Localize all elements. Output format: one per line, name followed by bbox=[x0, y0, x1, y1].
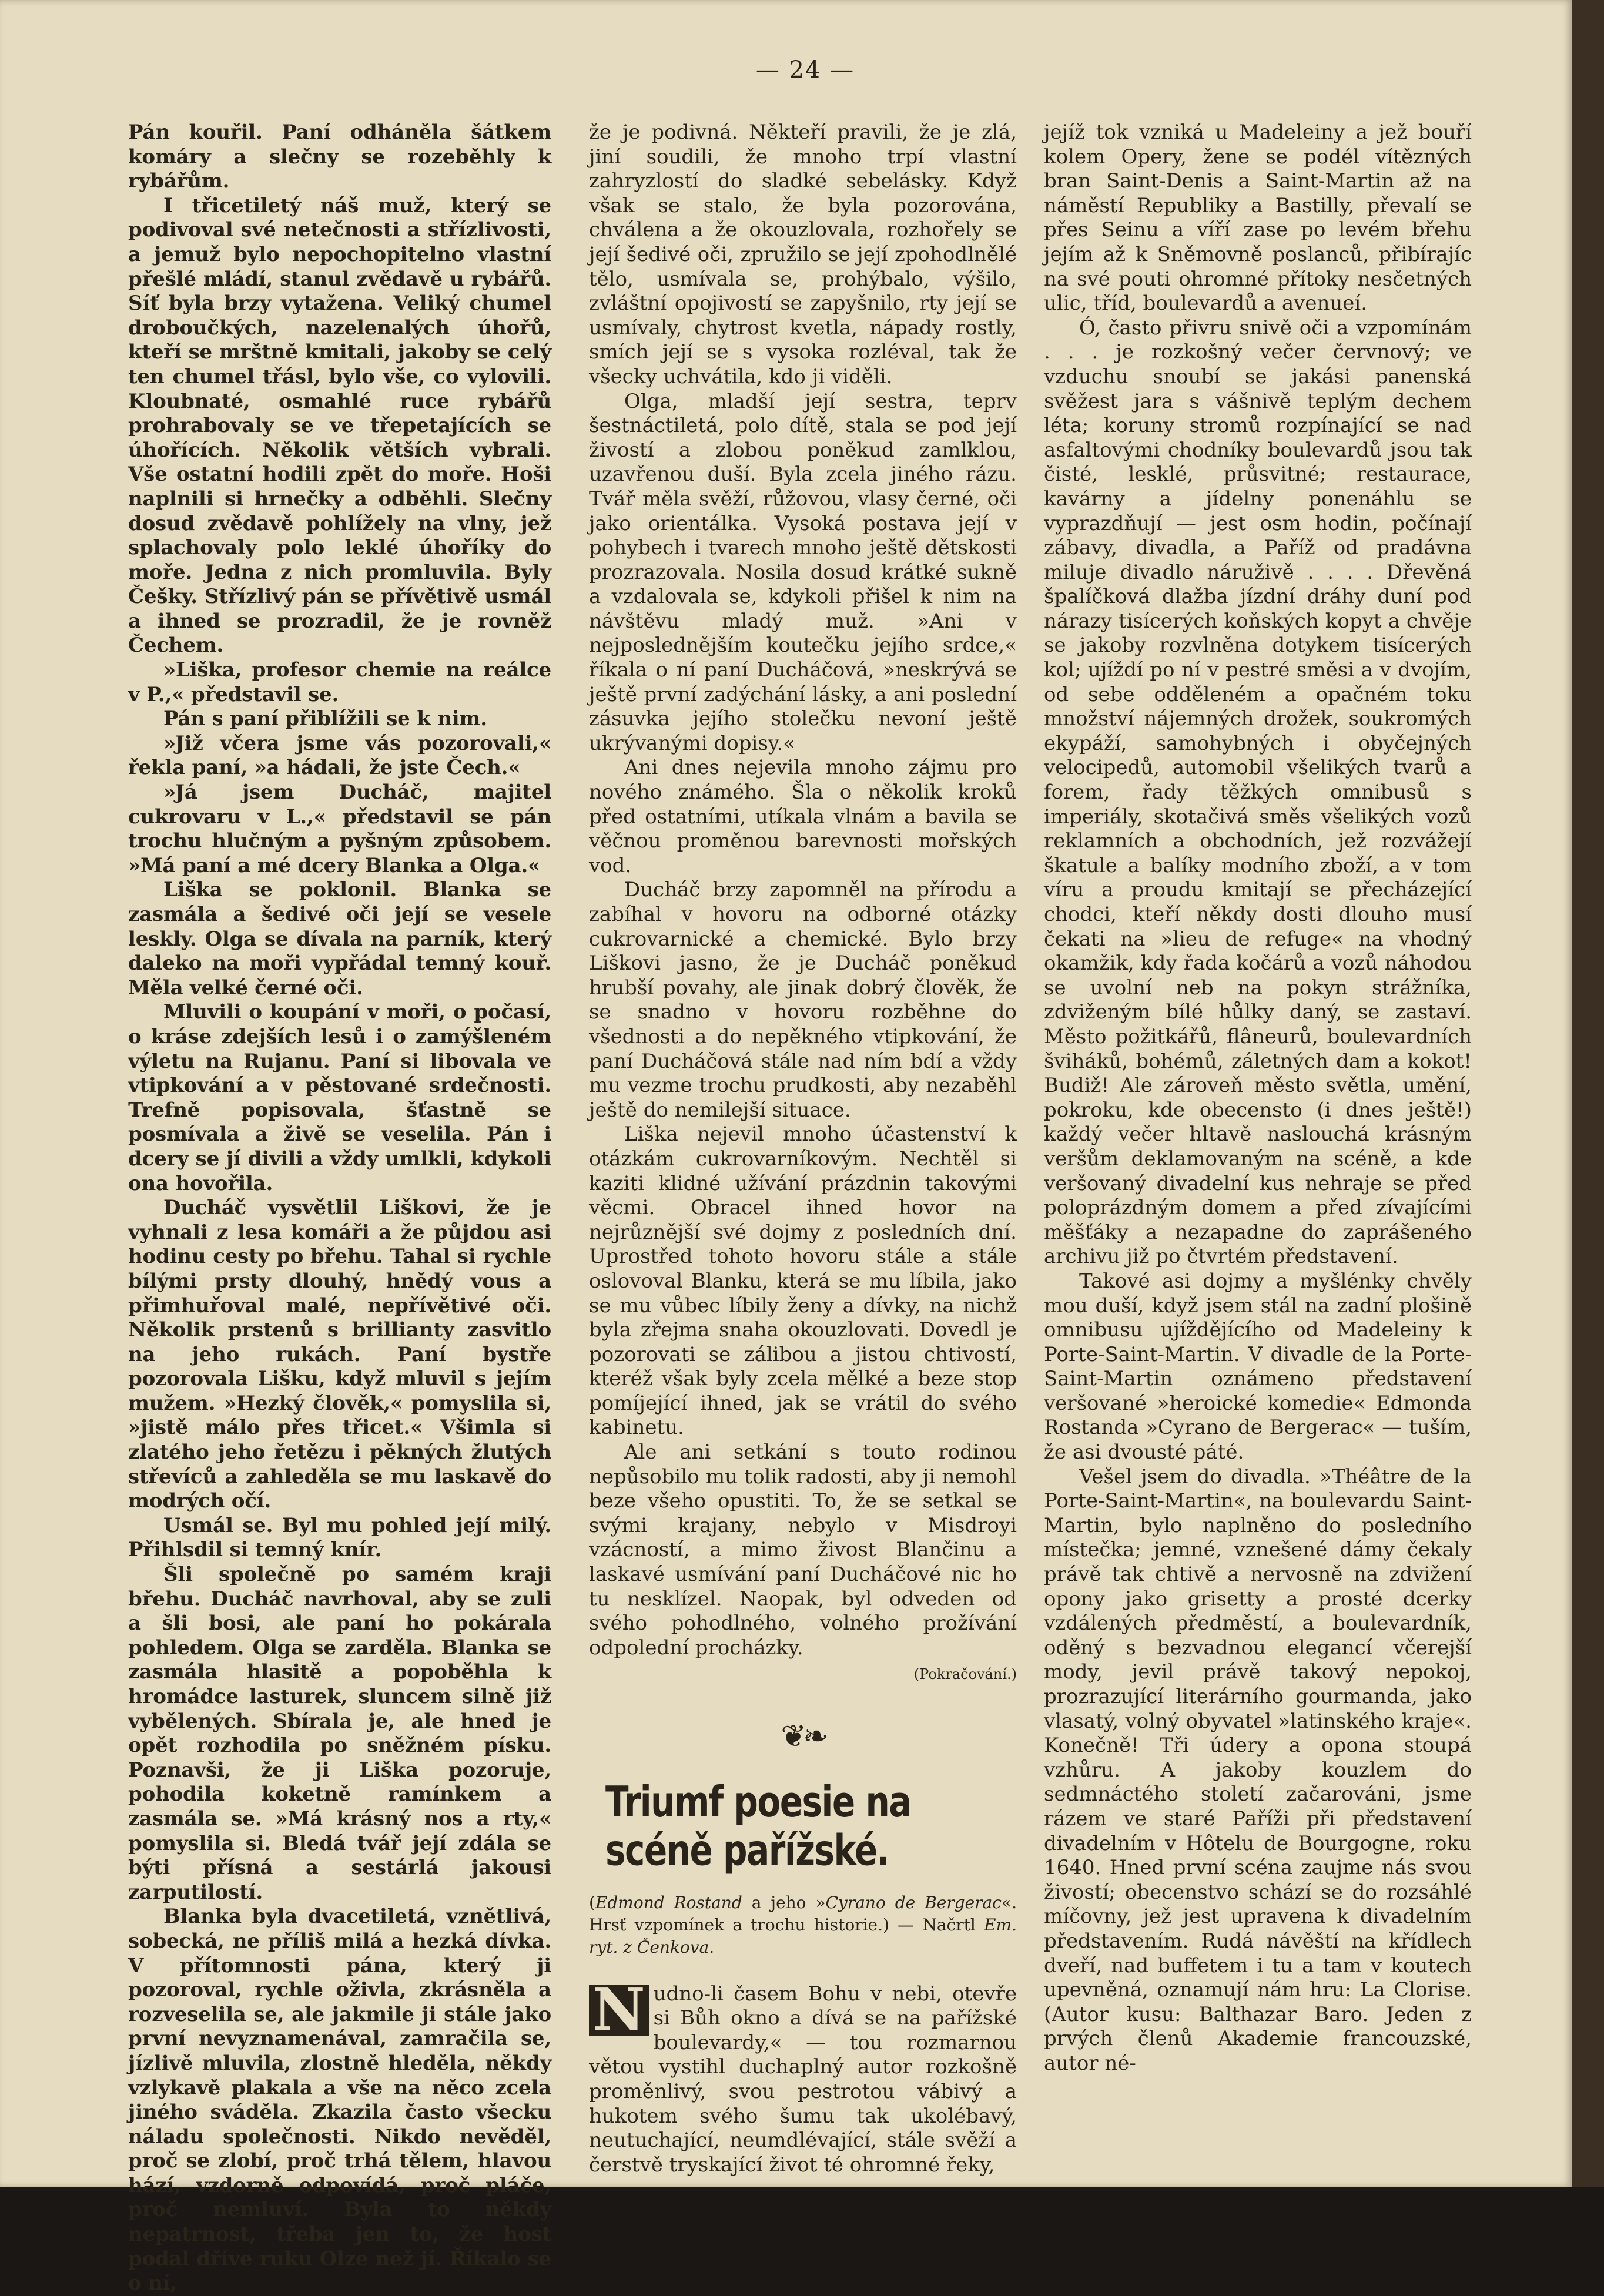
paragraph: Blanka byla dvacetiletá, vznětlivá, sobecká, ne příliš milá a hezká dívka. V přítomnosti pána, který ji pozoroval, rychle oživla, zkrásněla a rozveselila se, ale jakmile ji stále jako první nevyznamenával, zamračila se, jízlivě mluvila, zlostně hleděla, někdy vzlykavě plakala a vše na něco zcela jiného sváděla. Zkazila často všecku náladu společnosti. Nikdo nevěděl, proč se zlobí, proč trhá tělem, hlavou hází, vzdorně odpovídá, proč pláče, proč nemluví. Byla to někdy nepatrnost, třeba jen to, že host podal dříve ruku Olze než jí. Říkalo se o ní, bbox=[128, 1905, 551, 2295]
paragraph: I třicetiletý náš muž, který se podivoval své netečnosti a střízlivosti, a jemuž bylo nepochopitelno vlastní přešlé mládí, stanul zvědavě u rybářů. Síť byla brzy vytažena. Veliký chumel droboučkých, nazelenalých úhořů, kteří se mrštně kmitali, jakoby se celý ten chumel třásl, bylo vše, co vylovili. Kloubnaté, osmahlé ruce rybářů prohrabovaly se ve třepetajících se úhořících. Několik větších vybrali. Vše ostatní hodili zpět do moře. Hoši naplnili si hrnečky a odběhli. Slečny dosud zvědavě pohlížely na vlny, jež splachovaly polo leklé úhoříky do moře. Jedna z nich promluvila. Byly Češky. Střízlivý pán se přívětivě usmál a ihned se prozradil, že je rovněž Čechem. bbox=[128, 193, 551, 658]
subtitle-text: «. Hrsť vzpomínek a trochu historie.) — Načrtl bbox=[589, 1892, 1017, 1935]
page-edge bbox=[1572, 0, 1604, 2187]
continued-note: (Pokračování.) bbox=[913, 1666, 1017, 1683]
author-name: Edmond Rostand bbox=[595, 1892, 742, 1912]
article-title: Triumf poesie na scéně pařížské. bbox=[605, 1776, 911, 1875]
paragraph: »Liška, profesor chemie na reálce v P.,« představil se. bbox=[128, 658, 551, 706]
paragraph: Usmál se. Byl mu pohled její milý. Přihlsdil si temný knír. bbox=[128, 1513, 551, 1562]
paragraph: »Již včera jsme vás pozorovali,« řekla paní, »a hádali, že jste Čech.« bbox=[128, 731, 551, 780]
column-2 bbox=[589, 120, 1017, 2177]
article-first-paragraph bbox=[589, 1976, 1017, 2178]
paragraph: že je podivná. Někteří pravili, že je zlá, jiní soudili, že mnoho trpí vlastní zahryzlostí do sladké sebelásky. Když však se stalo, že byla pozorována, chválena a že okouzlovala, rozhořely se její šedivé oči, zpružilo se její zpohodlnělé tělo, usmívala se, prohýbalo, výšilo, zvláštní opojivostí se zapyšnilo, rty její se usmívaly, chytrost kvetla, nápady rostly, smích její se s vysoka rozléval, tak že všecky uchvátila, kdo ji viděli. bbox=[589, 120, 1017, 388]
article-subtitle: (Edmond Rostand a jeho »Cyrano de Bergerac«. Hrsť vzpomínek a trochu historie.) — Načrtl Em. ryt. z Čenkova. bbox=[589, 1892, 1017, 1957]
page-number: — 24 — bbox=[755, 56, 855, 83]
paragraph-text: udno-li časem Bohu v nebi, otevře si Bůh okno a dívá se na pařížské boulevardy,« — tou rozmarnou větou vystihl duchaplný autor rozkošně proměnlivý, svou pestrotou vábivý a hukotem svého šumu tak ukolébavý, neutuchající, neumdlévající, stále svěží a čerstvě tryskající život té ohromné řeky, bbox=[589, 1982, 1017, 2177]
paragraph: Takové asi dojmy a myšlénky chvěly mou duší, když jsem stál na zadní plošině omnibusu ujíždějícího od Madeleiny k Porte-Saint-Martin. V divadle de la Porte-Saint-Martin oznámeno představení veršované »heroické komedie« Edmonda Rostanda »Cyrano de Bergerac« — tuším, že asi dvousté páté. bbox=[1044, 1269, 1472, 1464]
byline: Em. ryt. z Čenkova. bbox=[589, 1915, 1017, 1957]
paragraph: Mluvili o koupání v moři, o počasí, o kráse zdejších lesů i o zamýšleném výletu na Rujanu. Paní si libovala ve vtipkování a v pěstované srdečnosti. Trefně popisovala, šťastně se posmívala a živě se veselila. Pán i dcery se jí divili a vždy umlkli, kdykoli ona hovořila. bbox=[128, 1000, 551, 1195]
paragraph: Ani dnes nejevila mnoho zájmu pro nového známého. Šla o několik kroků před ostatními, utíkala vlnám a bavila se věčnou proměnou barevnosti mořských vod. bbox=[589, 756, 1017, 877]
paragraph: Pán kouřil. Paní odháněla šátkem komáry a slečny se rozeběhly k rybářům. bbox=[128, 120, 551, 193]
paragraph: Ducháč vysvětlil Liškovi, že je vyhnali z lesa komáři a že půjdou asi hodinu cesty po břehu. Tahal si rychle bílými prsty dlouhý, hnědý vous a přimhuřoval malé, nepřívětivé oči. Několik prstenů s brillianty zasvitlo na jeho rukách. Paní bystře pozorovala Lišku, když mluvil s jejím mužem. »Hezký člověk,« pomyslila si, »jistě málo přes třicet.« Všimla si zlatého jeho řetězu i pěkných žlutých střevíců a zahleděla se mu laskavě do modrých očí. bbox=[128, 1196, 551, 1513]
paragraph: Vešel jsem do divadla. »Théâtre de la Porte-Saint-Martin«, na boulevardu Saint-Martin, bylo naplněno do posledního místečka; jemné, vznešené dámy čekaly právě tak chtivě a nervosně na zdvižení opony jako grisetty a prosté dcerky vzdálených předměstí, a boulevardník, oděný s bezvadnou elegancí včerejší mody, jevil právě takový nepokoj, prozrazující literárního gourmanda, jako vlasatý, volný obyvatel »latinského kraje«. Konečně! Tři údery a opona stoupá vzhůru. A jakoby kouzlem do sedmnáctého století začarováni, jsme rázem ve staré Paříži při představení divadelním v Hôtelu de Bourgogne, roku 1640. Hned první scéna zaujme nás svou živostí; obecenstvo schází se do rozsáhlé míčovny, jež jest upravena k divadelním představením. Rudá návěští na křídlech dveří, nad buffetem i tu a tam v koutech upevněná, oznamují nám hru: La Clorise. (Autor kusu: Balthazar Baro. Jeden z prvých členů Akademie francouzské, autor né- bbox=[1044, 1464, 1472, 2075]
paragraph: jejíž tok vzniká u Madeleiny a jež bouří kolem Opery, žene se podél vítězných bran Saint-Denis a Saint-Martin až na náměstí Republiky a Bastilly, převalí se přes Seinu a víří zase po levém břehu jejím až k Sněmovně poslanců, přibírajíc na své pouti ohromné přítoky nesčetných ulic, tříd, boulevardů a avenueí. bbox=[1044, 120, 1472, 316]
column-1 bbox=[128, 120, 551, 2296]
play-title: Cyrano de Bergerac bbox=[825, 1892, 1002, 1912]
paragraph: »Já jsem Ducháč, majitel cukrovaru v L.,« představil se pán trochu hlučným a pyšným způsobem. »Má paní a mé dcery Blanka a Olga.« bbox=[128, 780, 551, 877]
paragraph: Liška se poklonil. Blanka se zasmála a šedivé oči její se vesele leskly. Olga se dívala na parník, který daleko na moři vypřádal temný kouř. Měla velké černé oči. bbox=[128, 878, 551, 1000]
paragraph: Šli společně po samém kraji břehu. Ducháč navrhoval, aby se zuli a šli bosi, ale paní ho pokárala pohledem. Olga se zarděla. Blanka se zasmála hlasitě a popoběhla k hromádce lasturek, sluncem silně již vybělených. Sbírala je, ale hned je opět rozhodila po sněžném písku. Poznavši, že ji Liška pozoruje, pohodila koketně ramínkem a zasmála se. »Má krásný nos a rty,« pomyslila si. Bledá tvář její zdála se býti přísná a sestárlá jakousi zarputilostí. bbox=[128, 1563, 551, 1904]
paragraph: Olga, mladší její sestra, teprv šestnáctiletá, polo dítě, stala se pod její živostí a zlobou poněkud zamlklou, uzavřenou duší. Byla zcela jiného rázu. Tvář měla svěží, růžovou, vlasy černé, oči jako orientálka. Vysoká postava její v pohybech i tvarech mnoho ještě dětskosti prozrazovala. Nosila dosud krátké sukně a vzdalovala se, kdykoli přišel k nim na návštěvu mladý muž. »Ani v nejposlednějším koutečku jejího srdce,« říkala o ní paní Ducháčová, »neskrývá se ještě první zadýchání lásky, a ani poslední zásuvka jejího stolečku nevoní ještě ukrývanými dopisy.« bbox=[589, 389, 1017, 755]
paragraph: Ó, často přivru snivě oči a vzpomínám . . . je rozkošný večer červnový; ve vzduchu snoubí se jakási panenská svěžest jara s vášnivě teplým dechem léta; koruny stromů rozpínající se nad asfaltovými chodníky boulevardů jsou tak čisté, lesklé, průsvitné; restaurace, kavárny a jídelny ponenáhlu se vyprazdňují — jest osm hodin, počínají zábavy, divadla, a Paříž od pradávna miluje divadlo náruživě . . . . Dřevěná špalíčková dlažba jízdní dráhy duní pod nárazy tisícerých koňských kopyt a chvěje se jakoby rozvlněna dotykem tisícerých kol; ujíždí po ní v pestré směsi a v dvojím, od sebe odděleném a opačném toku množství nájemných drožek, soukromých ekypáží, samohybných i obyčejných velocipedů, automobil všelikých tvarů a forem, řady těžkých omnibusů s imperiály, skotačivá směs všelikých vozů reklamních a obchodních, jež rozvážejí škatule a balíky modního zboží, a v tom víru a proudu kmitají se přecházející chodci, kteří někdy dosti dlouho musí čekati na »lieu de refuge« na vhodný okamžik, kdy řada kočárů a vozů náhodou se uvolní neb na pokyn strážníka, zdviženým bílé hůlky daný, se zastaví. Město požitkářů, flâneurů, boulevardních šviháků, bohémů, záletných dam a kokot! Budiž! Ale zároveň město světla, umění, pokroku, kde obecensto (i dnes ještě!) každý večer hltavě naslouchá krásným veršům deklamovaným na scéně, a kde veršovaný divadelní kus nehraje se před poloprázdným domem a před zívajícími měšťáky a nezapadne do zaprášeného archivu již po čtvrtém představení. bbox=[1044, 316, 1472, 1269]
paragraph: Pán s paní přiblížili se k nim. bbox=[163, 707, 487, 731]
paragraph: Liška nejevil mnoho účastenství k otázkám cukrovarníkovým. Nechtěl si kaziti klidné užívání prázdnin takovými věcmi. Obracel ihned hovor na nejrůznější své dojmy z posledních dní. Uprostřed tohoto hovoru stále a stále oslovoval Blanku, která se mu líbila, jako se mu vůbec líbily ženy a dívky, na nichž byla zřejma snaha okouzlovati. Dovedl je pozorovati se zálibou a jistou chtivostí, kteréž však byly zcela mělké a beze stop pomíjející ihned, jak se vrátil do svého kabinetu. bbox=[589, 1122, 1017, 1440]
paragraph: Ducháč brzy zapomněl na přírodu a zabíhal v hovoru na odborné otázky cukrovarnické a chemické. Bylo brzy Liškovi jasno, že je Ducháč poněkud hrubší povahy, ale jinak dobrý člověk, že se snadno v hovoru rozběhne do všednosti a do nepěkného vtipkování, že paní Ducháčová stále nad ním bdí a vždy mu vezme trochu prudkosti, aby nezaběhl ještě do nemilejší situace. bbox=[589, 878, 1017, 1122]
column-3 bbox=[1044, 120, 1472, 2076]
paragraph: Ale ani setkání s touto rodinou nepůsobilo mu tolik radosti, aby ji nemohl beze všeho opustiti. To, že se setkal se svými krajany, nebylo v Misdroyi vzácností, a mimo živost Blančinu a laskavé usmívání paní Ducháčové nic ho tu nesklízel. Naopak, byl odveden od svého pohodlného, volného prožívání odpolední procházky. bbox=[589, 1440, 1017, 1660]
drop-cap: N bbox=[589, 1985, 649, 2036]
ornament-icon: ❦❧ bbox=[781, 1719, 825, 1754]
subtitle-text: a jeho » bbox=[742, 1892, 826, 1912]
